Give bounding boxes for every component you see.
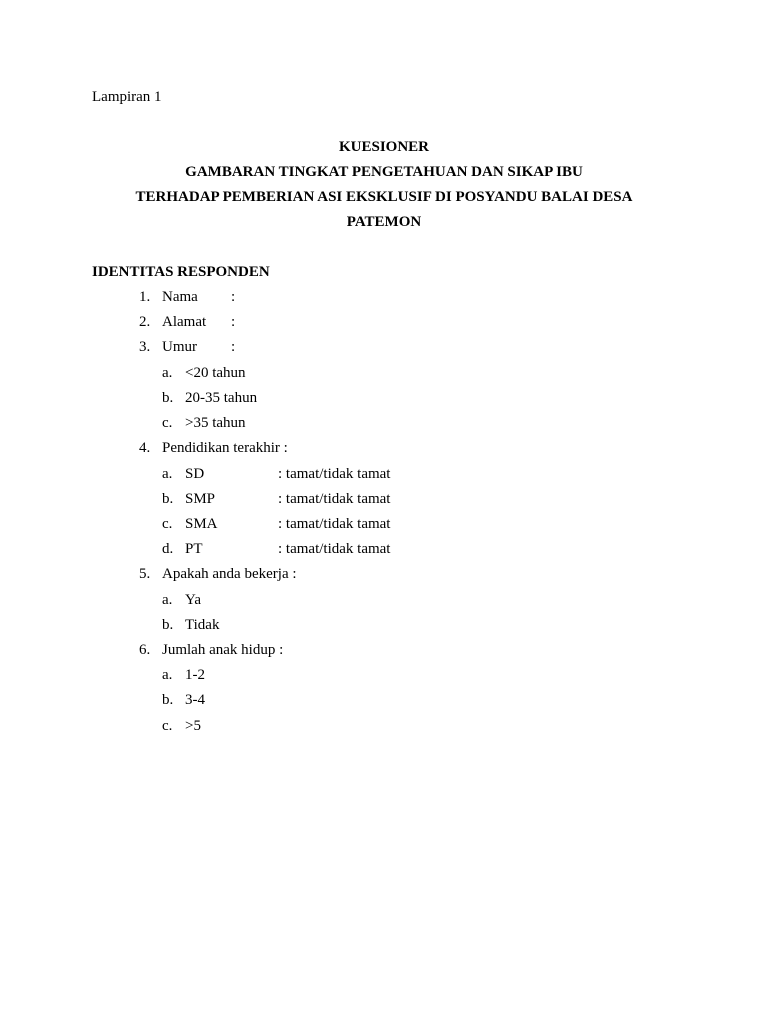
question-number: 4.	[139, 440, 151, 456]
option-letter: b.	[162, 692, 174, 708]
option-letter: a.	[162, 592, 173, 608]
option-text: Ya	[185, 592, 201, 608]
option-letter: b.	[162, 491, 174, 507]
option-text: >5	[185, 718, 201, 734]
title-line-1: KUESIONER	[338, 139, 430, 155]
question-number: 5.	[139, 566, 151, 582]
option-status: : tamat/tidak tamat	[278, 541, 391, 557]
option-letter: d.	[162, 541, 174, 557]
question-label: Alamat	[162, 314, 207, 330]
question-colon: :	[231, 339, 236, 355]
section-heading: IDENTITAS RESPONDEN	[92, 264, 270, 280]
question-colon: :	[231, 289, 236, 305]
title-line-2: GAMBARAN TINGKAT PENGETAHUAN DAN SIKAP IBU	[185, 164, 583, 180]
option-text: Tidak	[185, 617, 220, 633]
title-line-4: PATEMON	[346, 214, 422, 230]
question-label: Nama	[162, 289, 198, 305]
option-status: : tamat/tidak tamat	[278, 466, 391, 482]
option-letter: c.	[162, 516, 173, 532]
question-label: Umur	[162, 339, 197, 355]
option-text: 1-2	[185, 667, 205, 683]
option-letter: c.	[162, 718, 173, 734]
lampiran-label: Lampiran 1	[92, 89, 162, 105]
option-text: SD	[185, 466, 205, 482]
option-letter: a.	[162, 466, 173, 482]
title-line-3: TERHADAP PEMBERIAN ASI EKSKLUSIF DI POSYANDU BALAI DESA	[135, 189, 633, 205]
option-letter: b.	[162, 390, 174, 406]
question-colon: :	[231, 314, 236, 330]
question-label: Apakah anda bekerja :	[162, 566, 297, 582]
option-status: : tamat/tidak tamat	[278, 491, 391, 507]
option-status: : tamat/tidak tamat	[278, 516, 391, 532]
option-text: <20 tahun	[185, 365, 246, 381]
question-label: Jumlah anak hidup :	[162, 642, 284, 658]
question-number: 1.	[139, 289, 151, 305]
option-text: SMA	[185, 516, 218, 532]
option-letter: b.	[162, 617, 174, 633]
option-text: PT	[185, 541, 203, 557]
question-number: 6.	[139, 642, 151, 658]
question-label: Pendidikan terakhir :	[162, 440, 288, 456]
option-text: 3-4	[185, 692, 205, 708]
question-number: 2.	[139, 314, 151, 330]
option-letter: a.	[162, 365, 173, 381]
option-text: 20-35 tahun	[185, 390, 258, 406]
option-text: >35 tahun	[185, 415, 246, 431]
option-letter: a.	[162, 667, 173, 683]
question-number: 3.	[139, 339, 151, 355]
option-letter: c.	[162, 415, 173, 431]
option-text: SMP	[185, 491, 216, 507]
